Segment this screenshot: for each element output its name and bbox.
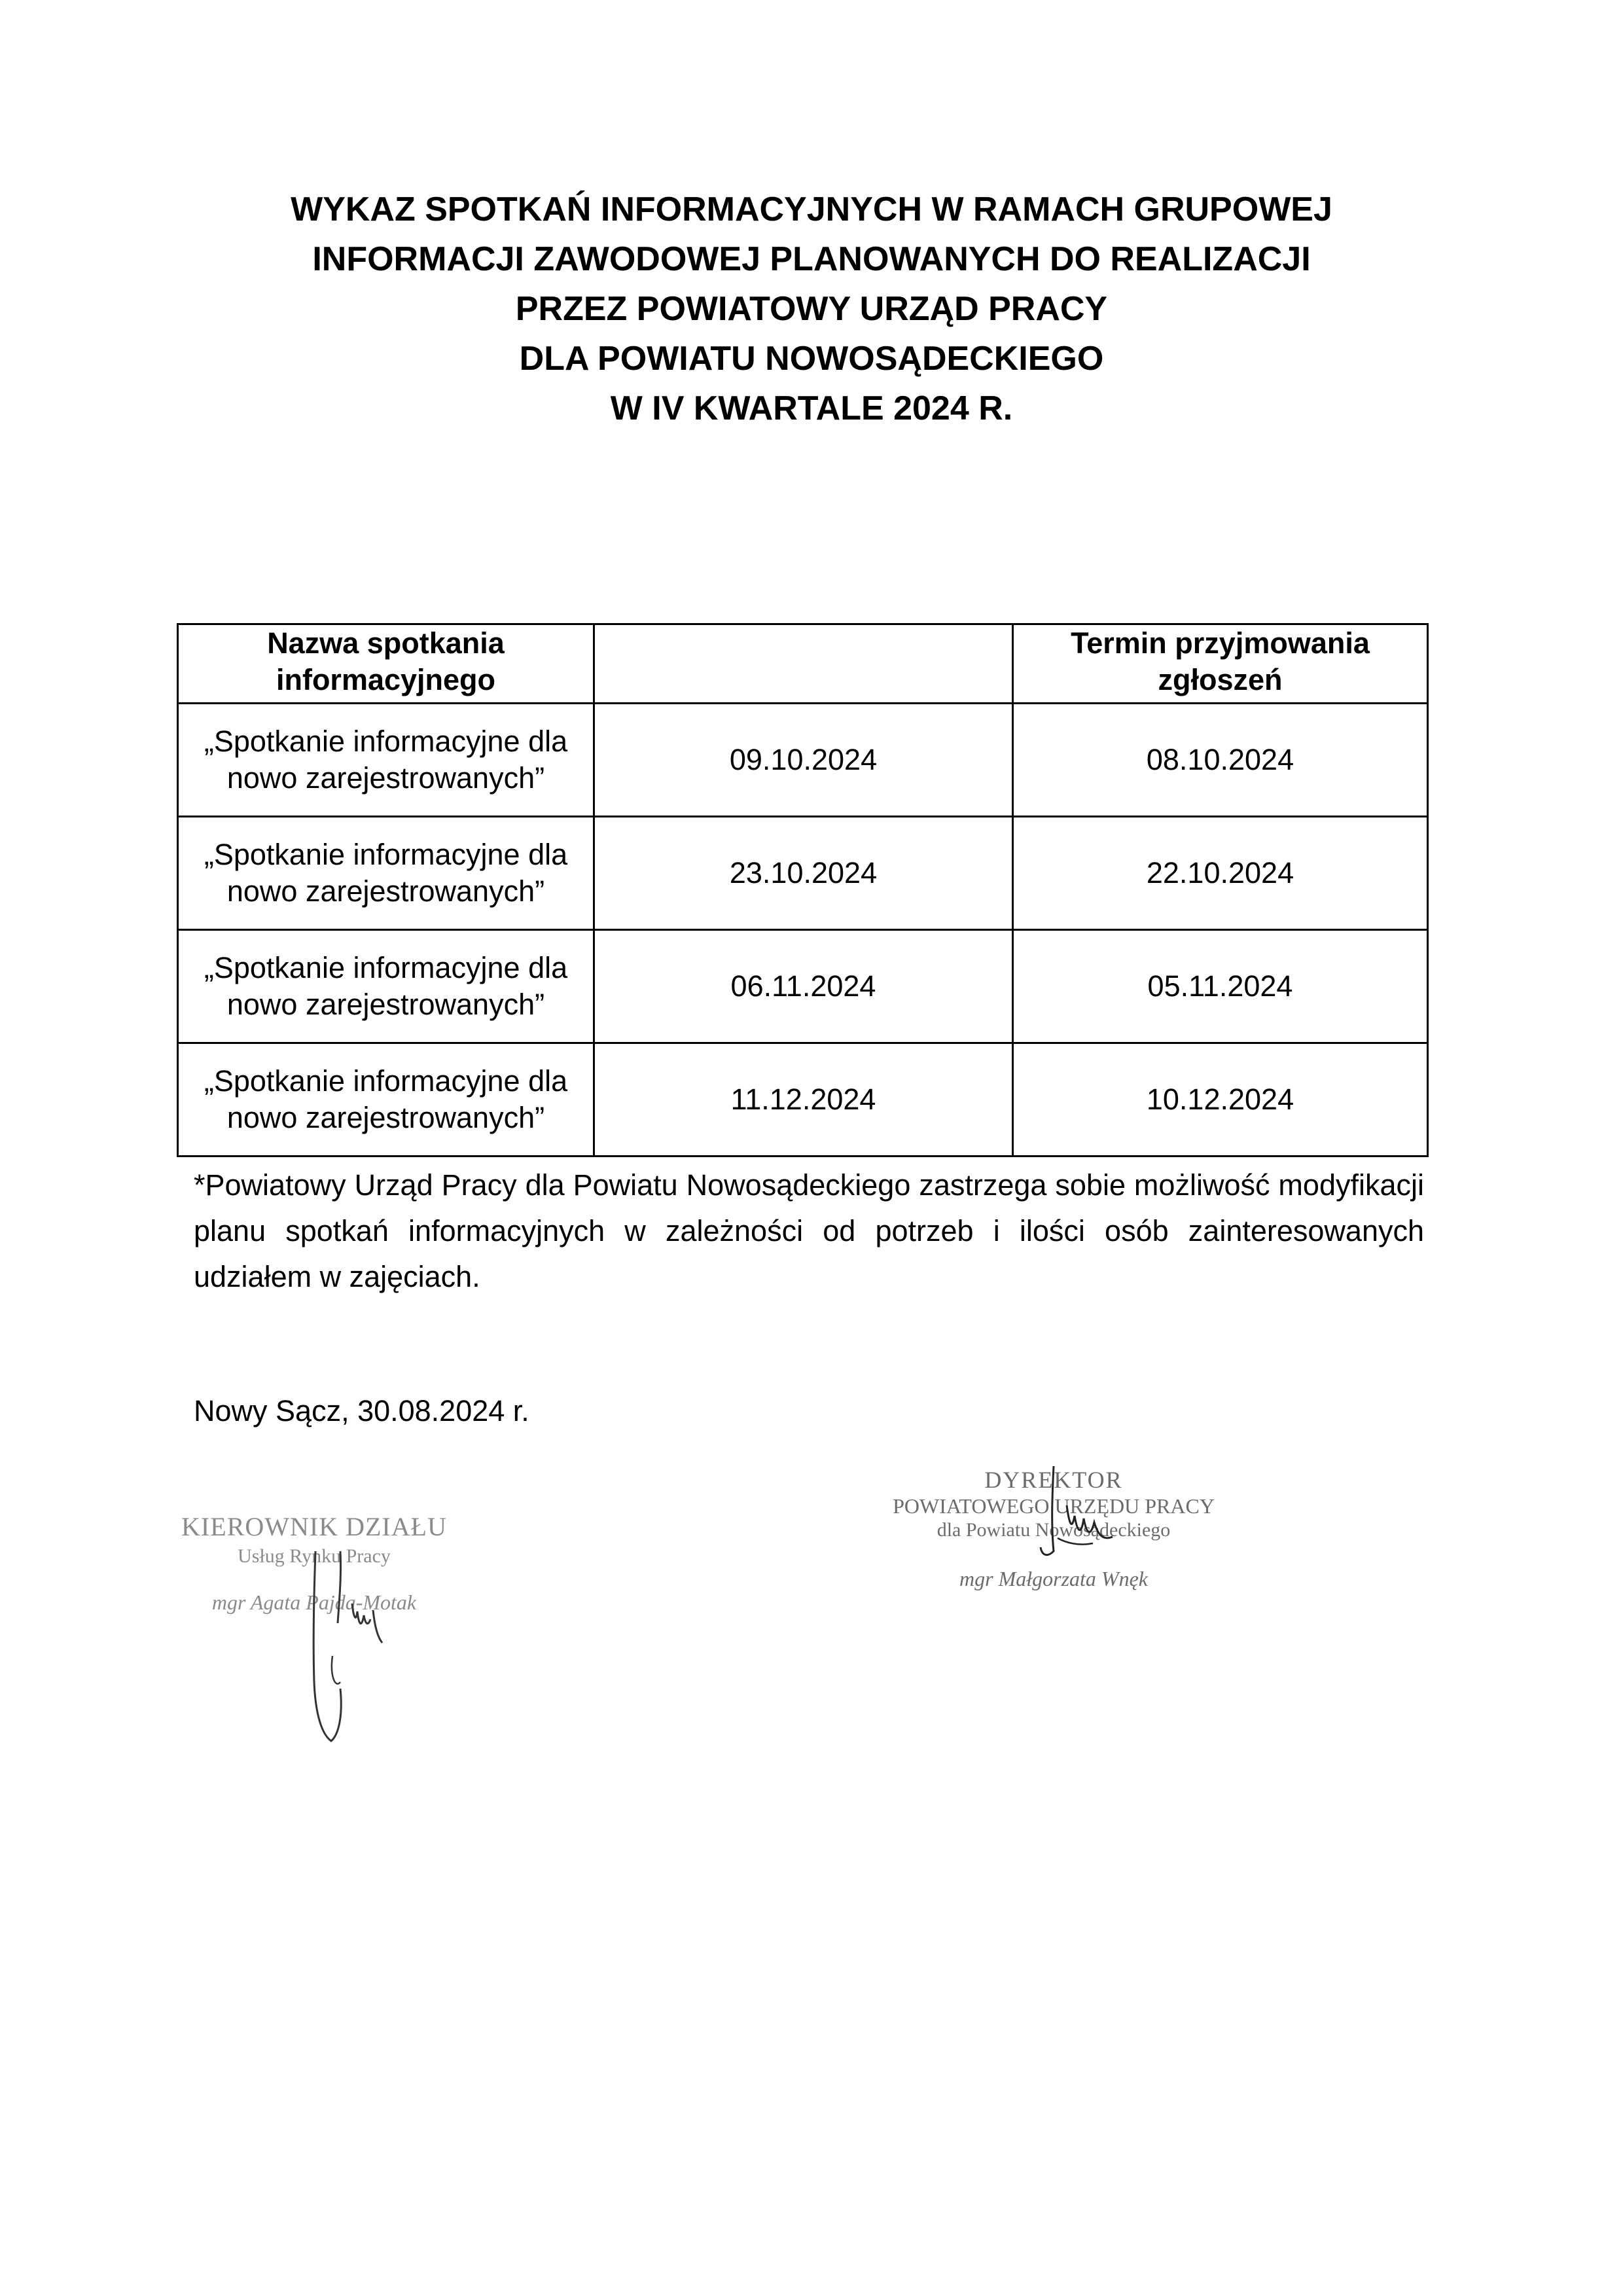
stamp-right-name: mgr Małgorzata Wnęk [959, 1567, 1148, 1590]
deadline-cell: 05.11.2024 [1013, 930, 1428, 1043]
footnote: *Powiatowy Urząd Pracy dla Powiatu Nowosądeckiego zastrzega sobie możliwość modyfikacji planu spotkań informacyjnych w zależności od potrzeb i ilości osób zainteresowanych udziałem w zajęciach. [194, 1168, 1424, 1293]
stamp-right-office: POWIATOWEGO URZĘDU PRACY [893, 1494, 1215, 1518]
title-line-3: PRZEZ POWIATOWY URZĄD PRACY [515, 290, 1108, 328]
meeting-name-cell: „Spotkanie informacyjne dla nowo zarejestrowanych” [178, 704, 594, 817]
table-row [178, 1043, 1428, 1157]
table-row [178, 930, 1428, 1043]
deadline-cell: 10.12.2024 [1013, 1043, 1428, 1157]
place-and-date: Nowy Sącz, 30.08.2024 r. [194, 1394, 529, 1427]
title-line-5: W IV KWARTALE 2024 R. [610, 389, 1013, 427]
title-line-2: INFORMACJI ZAWODOWEJ PLANOWANYCH DO REALIZACJI [312, 240, 1311, 278]
stamp-left-title: KIEROWNIK DZIAŁU [181, 1512, 447, 1541]
header-meeting-name: Nazwa spotkania informacyjnego [178, 624, 594, 704]
meeting-date-cell: 09.10.2024 [594, 704, 1013, 817]
stamp-department-head [157, 1511, 471, 1617]
title-line-1: WYKAZ SPOTKAŃ INFORMACYJNYCH W RAMACH GRUPOWEJ [291, 190, 1332, 228]
stamp-left-department: Usług Rynku Pracy [238, 1545, 391, 1567]
meeting-date-cell: 23.10.2024 [594, 817, 1013, 930]
stamp-right-title: DYREKTOR [984, 1467, 1123, 1493]
deadline-cell: 22.10.2024 [1013, 817, 1428, 930]
deadline-cell: 08.10.2024 [1013, 704, 1428, 817]
stamp-right-county: dla Powiatu Nowosądeckiego [936, 1519, 1171, 1541]
meeting-name-cell: „Spotkanie informacyjne dla nowo zarejestrowanych” [178, 1043, 594, 1157]
table-row [178, 817, 1428, 930]
meeting-name-cell: „Spotkanie informacyjne dla nowo zarejestrowanych” [178, 817, 594, 930]
stamp-director [864, 1466, 1243, 1593]
table-header-row [178, 624, 1428, 704]
title-line-4: DLA POWIATU NOWOSĄDECKIEGO [519, 340, 1104, 378]
meeting-date-cell: 11.12.2024 [594, 1043, 1013, 1157]
table-row [178, 704, 1428, 817]
stamp-left-name: mgr Agata Pajda-Motak [211, 1590, 417, 1614]
meeting-date-cell: 06.11.2024 [594, 930, 1013, 1043]
header-date [594, 624, 1013, 704]
meeting-name-cell: „Spotkanie informacyjne dla nowo zarejestrowanych” [178, 930, 594, 1043]
meetings-table [177, 623, 1429, 1157]
document-title [170, 185, 1453, 433]
header-registration-deadline: Termin przyjmowania zgłoszeń [1013, 624, 1428, 704]
